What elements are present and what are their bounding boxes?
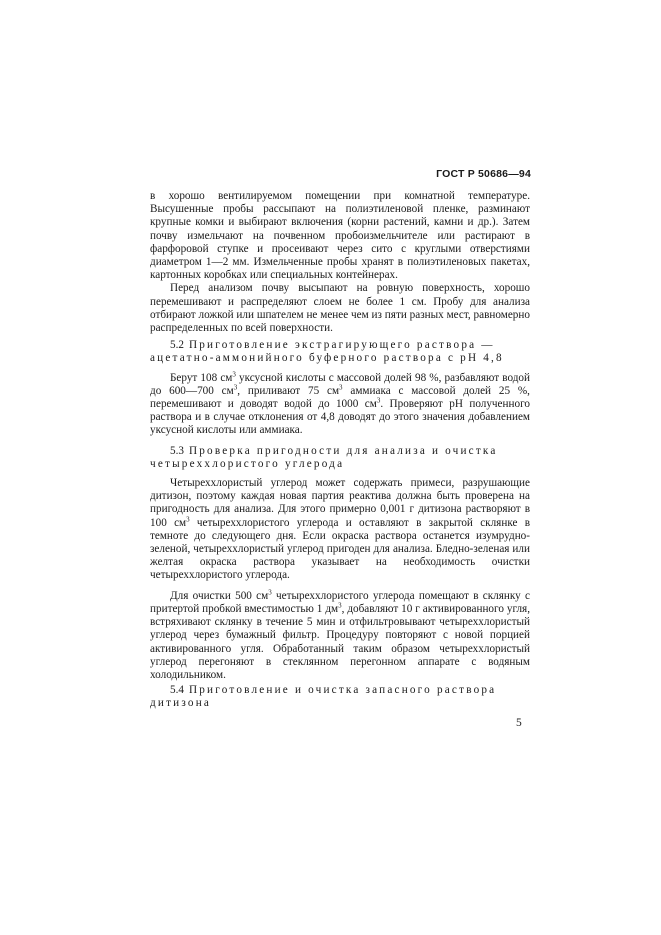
page-number: 5 [516,717,522,729]
section-heading-5-3 [150,445,530,471]
section-title: Приготовление экстрагирующего раствора — ацетатно-аммонийного буферного раствора с рН 4,8 [150,339,504,365]
text-run: , приливают 75 см [237,384,340,397]
text-run: уксусной кислоты с массовой долей 98 %, разбавляют водой до 600—700 см [150,371,530,397]
superscript: 3 [376,396,381,405]
standard-header: ГОСТ Р 50686—94 [436,168,531,180]
document-body [150,190,530,717]
text-run: Четыреххлористый углерод может содержать примеси, разрушающие дитизон, поэтому каждая новая партия реактива должна быть проверена на пригодность для анализа. Для этого примерно 0,001 г дитизона растворяют в 100 см [150,477,530,529]
section-title: Проверка пригодности для анализа и очистка четыреххлористого углерода [150,444,498,470]
section-number: 5.2 [170,339,184,352]
paragraph-buffer-preparation [150,369,530,438]
text-run: аммиака с массовой долей 25 %, перемешивают и доводят водой до 1000 см [150,384,530,411]
text-run: Берут 108 см [170,371,233,384]
text-run: четыреххлористого углерода и оставляют в закрытой склянке в темноте до следующего дня. Если окраска раствора останется изумрудно-зеленой, четыреххлористый углерод пригоден для анализа. Бледно-зеленая или желтая окраска раствора указывает на необходимость очистки четыреххлористого углерода. [150,516,531,582]
superscript: 3 [232,369,236,378]
paragraph-carbon-tetrachloride-purification [150,587,530,682]
superscript: 3 [186,514,190,523]
paragraph-carbon-tetrachloride-check [150,477,530,583]
section-heading-5-4 [150,684,530,710]
section-number: 5.3 [170,444,184,457]
text-run: . Проверяют рН полученного раствора и в случае отклонения от 4,8 доводят до этого значения добавлением уксусной кислоты или аммиака. [150,398,530,437]
paragraph-sample-drying: в хорошо вентилируемом помещении при комнатной температуре. Высушенные пробы рассыпают на полиэтиленовой пленке, разминают крупные комки и выбирают включения (корни растений, камни и др.). Затем почву измельчают на почвенном пробоизмельчителе или растирают в фарфоровой ступке и просеивают через сито с круглыми отверстиями диаметром 1—2 мм. Измельченные пробы хранят в полиэтиленовых пакетах, картонных коробках или специальных контейнерах. [150,190,530,282]
text-run: , добавляют 10 г активированного угля, встряхивают склянку в течение 5 мин и отфильтровывают четыреххлористый углерод через бумажный фильтр. Процедуру повторяют с новой порцией активированного угля. Обработанный таким образом четыреххлористый углерод перегоняют в стеклянном перегонном аппарате с водяным холодильником. [150,602,530,681]
superscript: 3 [338,601,342,610]
superscript: 3 [268,587,272,596]
section-number: 5.4 [170,684,184,697]
text-run: четыреххлористого углерода помещают в склянку с притертой пробкой вместимостью 1 дм [150,589,530,615]
superscript: 3 [339,383,343,392]
paragraph-sample-selection: Перед анализом почву высыпают на ровную поверхность, хорошо перемешивают и распределяют слоем не более 1 см. Пробу для анализа отбирают ложкой или шпателем не менее чем из пяти разных мест, равномерно распределенных по всей поверхности. [150,282,530,335]
superscript: 3 [233,383,238,392]
section-heading-5-2 [150,339,530,365]
section-title: Приготовление и очистка запасного раствора дитизона [150,684,497,710]
text-run: Для очистки 500 см [170,589,269,602]
